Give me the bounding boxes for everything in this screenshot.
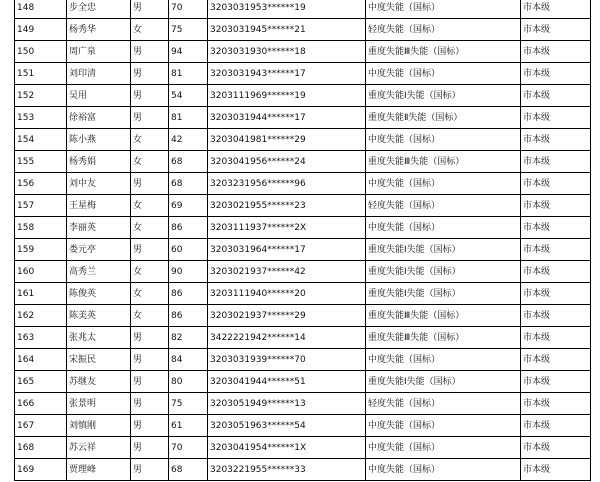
id-number-cell: 3203111940******20	[208, 283, 366, 305]
table-row	[15, 261, 591, 283]
sex-cell: 女	[131, 305, 169, 327]
age-cell: 86	[169, 283, 208, 305]
age-cell: 86	[169, 217, 208, 239]
disability-level-cell: 重度失能Ⅰ失能（国标）	[366, 239, 521, 261]
area-cell: 市本级	[521, 283, 591, 305]
area-cell: 市本级	[521, 107, 591, 129]
sex-cell: 男	[131, 415, 169, 437]
sex-cell: 女	[131, 217, 169, 239]
name-cell: 杨秀华	[67, 19, 131, 41]
disability-level-cell: 轻度失能（国标）	[366, 393, 521, 415]
table-row	[15, 349, 591, 371]
table-row	[15, 0, 591, 19]
area-cell: 市本级	[521, 63, 591, 85]
row-number-cell: 157	[15, 195, 67, 217]
sex-cell: 男	[131, 437, 169, 459]
sex-cell: 男	[131, 349, 169, 371]
sex-cell: 女	[131, 283, 169, 305]
disability-level-cell: 重度失能Ⅰ失能（国标）	[366, 85, 521, 107]
id-number-cell: 3203041956******24	[208, 151, 366, 173]
age-cell: 60	[169, 239, 208, 261]
row-number-cell: 163	[15, 327, 67, 349]
age-cell: 75	[169, 19, 208, 41]
table-row	[15, 327, 591, 349]
sex-cell: 男	[131, 239, 169, 261]
disability-level-cell: 中度失能（国标）	[366, 129, 521, 151]
row-number-cell: 156	[15, 173, 67, 195]
id-number-cell: 3203021937******29	[208, 305, 366, 327]
sex-cell: 女	[131, 129, 169, 151]
area-cell: 市本级	[521, 371, 591, 393]
disability-level-cell: 重度失能Ⅰ失能（国标）	[366, 261, 521, 283]
table-row	[15, 393, 591, 415]
table-row	[15, 41, 591, 63]
area-cell: 市本级	[521, 437, 591, 459]
age-cell: 81	[169, 107, 208, 129]
sex-cell: 男	[131, 107, 169, 129]
table-row	[15, 19, 591, 41]
area-cell: 市本级	[521, 349, 591, 371]
name-cell: 王星梅	[67, 195, 131, 217]
disability-level-cell: 中度失能（国标）	[366, 217, 521, 239]
name-cell: 吴用	[67, 85, 131, 107]
age-cell: 86	[169, 305, 208, 327]
sex-cell: 男	[131, 0, 169, 19]
name-cell: 刘中友	[67, 173, 131, 195]
area-cell: 市本级	[521, 0, 591, 19]
name-cell: 刘慎刚	[67, 415, 131, 437]
table-row	[15, 63, 591, 85]
name-cell: 陈美英	[67, 305, 131, 327]
disability-level-cell: 中度失能（国标）	[366, 437, 521, 459]
area-cell: 市本级	[521, 217, 591, 239]
table-row	[15, 107, 591, 129]
area-cell: 市本级	[521, 239, 591, 261]
id-number-cell: 3203111969******19	[208, 85, 366, 107]
table-row	[15, 437, 591, 459]
name-cell: 杨秀娟	[67, 151, 131, 173]
age-cell: 68	[169, 459, 208, 481]
disability-level-cell: 中度失能（国标）	[366, 459, 521, 481]
area-cell: 市本级	[521, 415, 591, 437]
id-number-cell: 3203221955******33	[208, 459, 366, 481]
age-cell: 61	[169, 415, 208, 437]
id-number-cell: 3203021955******23	[208, 195, 366, 217]
id-number-cell: 3203031945******21	[208, 19, 366, 41]
area-cell: 市本级	[521, 173, 591, 195]
age-cell: 42	[169, 129, 208, 151]
name-cell: 李丽英	[67, 217, 131, 239]
row-number-cell: 165	[15, 371, 67, 393]
sex-cell: 男	[131, 459, 169, 481]
table-row	[15, 415, 591, 437]
age-cell: 84	[169, 349, 208, 371]
area-cell: 市本级	[521, 305, 591, 327]
table-row	[15, 283, 591, 305]
age-cell: 70	[169, 0, 208, 19]
sex-cell: 女	[131, 151, 169, 173]
name-cell: 陈小燕	[67, 129, 131, 151]
disability-level-cell: 重度失能Ⅰ失能（国标）	[366, 283, 521, 305]
table-row	[15, 239, 591, 261]
area-cell: 市本级	[521, 393, 591, 415]
id-number-cell: 3422221942******14	[208, 327, 366, 349]
id-number-cell: 3203031953******19	[208, 0, 366, 19]
table-row	[15, 151, 591, 173]
row-number-cell: 164	[15, 349, 67, 371]
row-number-cell: 167	[15, 415, 67, 437]
area-cell: 市本级	[521, 41, 591, 63]
age-cell: 68	[169, 173, 208, 195]
name-cell: 陈俊英	[67, 283, 131, 305]
age-cell: 90	[169, 261, 208, 283]
age-cell: 69	[169, 195, 208, 217]
table-row	[15, 371, 591, 393]
disability-level-cell: 重度失能Ⅲ失能（国标）	[366, 151, 521, 173]
disability-level-cell: 中度失能（国标）	[366, 63, 521, 85]
name-cell: 贾理峰	[67, 459, 131, 481]
sex-cell: 男	[131, 41, 169, 63]
table-body	[15, 0, 591, 481]
row-number-cell: 161	[15, 283, 67, 305]
sex-cell: 男	[131, 327, 169, 349]
name-cell: 张景明	[67, 393, 131, 415]
name-cell: 步全忠	[67, 0, 131, 19]
row-number-cell: 168	[15, 437, 67, 459]
sex-cell: 男	[131, 85, 169, 107]
age-cell: 82	[169, 327, 208, 349]
name-cell: 周广泉	[67, 41, 131, 63]
name-cell: 苏云祥	[67, 437, 131, 459]
age-cell: 80	[169, 371, 208, 393]
table-row	[15, 85, 591, 107]
id-number-cell: 3203031930******18	[208, 41, 366, 63]
table-row	[15, 217, 591, 239]
age-cell: 68	[169, 151, 208, 173]
disability-level-cell: 重度失能Ⅱ失能（国标）	[366, 107, 521, 129]
age-cell: 81	[169, 63, 208, 85]
row-number-cell: 166	[15, 393, 67, 415]
name-cell: 娄元亭	[67, 239, 131, 261]
id-number-cell: 3203021937******42	[208, 261, 366, 283]
table-row	[15, 459, 591, 481]
age-cell: 54	[169, 85, 208, 107]
table-row	[15, 195, 591, 217]
age-cell: 70	[169, 437, 208, 459]
row-number-cell: 152	[15, 85, 67, 107]
disability-level-cell: 重度失能Ⅲ失能（国标）	[366, 327, 521, 349]
area-cell: 市本级	[521, 19, 591, 41]
name-cell: 徐裕富	[67, 107, 131, 129]
id-number-cell: 3203031964******17	[208, 239, 366, 261]
id-number-cell: 3203041981******29	[208, 129, 366, 151]
id-number-cell: 3203041954******1X	[208, 437, 366, 459]
table-row	[15, 129, 591, 151]
table-row	[15, 173, 591, 195]
sex-cell: 男	[131, 371, 169, 393]
disability-level-cell: 轻度失能（国标）	[366, 19, 521, 41]
table-row	[15, 305, 591, 327]
row-number-cell: 160	[15, 261, 67, 283]
name-cell: 苏继友	[67, 371, 131, 393]
row-number-cell: 151	[15, 63, 67, 85]
name-cell: 刘印清	[67, 63, 131, 85]
disability-level-cell: 中度失能（国标）	[366, 0, 521, 19]
row-number-cell: 159	[15, 239, 67, 261]
sex-cell: 男	[131, 63, 169, 85]
disability-level-cell: 中度失能（国标）	[366, 415, 521, 437]
id-number-cell: 3203031943******17	[208, 63, 366, 85]
row-number-cell: 158	[15, 217, 67, 239]
area-cell: 市本级	[521, 85, 591, 107]
row-number-cell: 148	[15, 0, 67, 19]
id-number-cell: 3203051963******54	[208, 415, 366, 437]
id-number-cell: 3203031944******17	[208, 107, 366, 129]
row-number-cell: 154	[15, 129, 67, 151]
row-number-cell: 150	[15, 41, 67, 63]
id-number-cell: 3203031939******70	[208, 349, 366, 371]
disability-level-cell: 重度失能Ⅲ失能（国标）	[366, 305, 521, 327]
name-cell: 张兆太	[67, 327, 131, 349]
area-cell: 市本级	[521, 327, 591, 349]
disability-level-cell: 轻度失能（国标）	[366, 195, 521, 217]
age-cell: 94	[169, 41, 208, 63]
row-number-cell: 153	[15, 107, 67, 129]
age-cell: 75	[169, 393, 208, 415]
id-number-cell: 3203111937******2X	[208, 217, 366, 239]
sex-cell: 女	[131, 195, 169, 217]
disability-level-cell: 重度失能Ⅲ失能（国标）	[366, 41, 521, 63]
sex-cell: 女	[131, 19, 169, 41]
sex-cell: 男	[131, 393, 169, 415]
id-number-cell: 3203231956******96	[208, 173, 366, 195]
row-number-cell: 155	[15, 151, 67, 173]
row-number-cell: 149	[15, 19, 67, 41]
disability-level-cell: 中度失能（国标）	[366, 173, 521, 195]
area-cell: 市本级	[521, 195, 591, 217]
area-cell: 市本级	[521, 151, 591, 173]
disability-level-cell: 中度失能（国标）	[366, 349, 521, 371]
name-cell: 高秀兰	[67, 261, 131, 283]
area-cell: 市本级	[521, 129, 591, 151]
id-number-cell: 3203041944******51	[208, 371, 366, 393]
area-cell: 市本级	[521, 261, 591, 283]
id-number-cell: 3203051949******13	[208, 393, 366, 415]
row-number-cell: 162	[15, 305, 67, 327]
area-cell: 市本级	[521, 459, 591, 481]
name-cell: 宋振民	[67, 349, 131, 371]
sex-cell: 女	[131, 261, 169, 283]
sex-cell: 男	[131, 173, 169, 195]
disability-level-cell: 重度失能Ⅰ失能（国标）	[366, 371, 521, 393]
disability-roster-table	[14, 0, 591, 481]
row-number-cell: 169	[15, 459, 67, 481]
